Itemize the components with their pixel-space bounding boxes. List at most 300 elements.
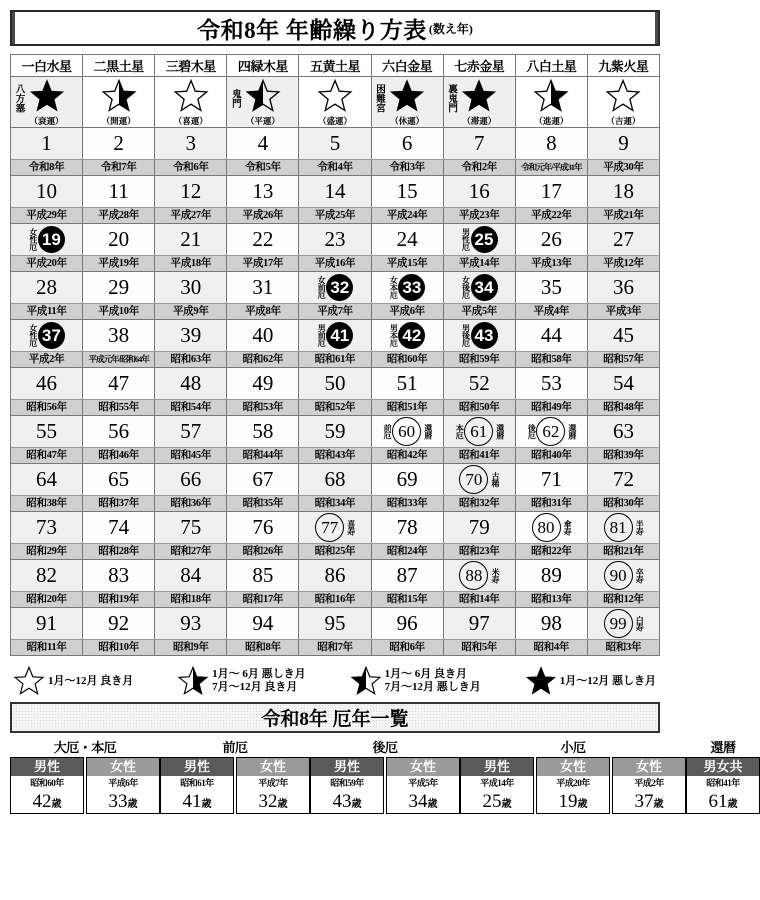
era-cell: 昭和21年 bbox=[587, 544, 659, 560]
age-cell-52[interactable] bbox=[443, 368, 515, 400]
age-cell-24[interactable] bbox=[371, 224, 443, 256]
age-cell-66[interactable] bbox=[155, 464, 227, 496]
era-cell: 平成20年 bbox=[11, 256, 83, 272]
star-symbol-1 bbox=[11, 77, 83, 128]
yakudoshi-age-label: 34歳 bbox=[408, 791, 438, 812]
era-cell: 昭和20年 bbox=[11, 592, 83, 608]
age-cell-8[interactable] bbox=[515, 128, 587, 160]
era-cell: 平成14年 bbox=[443, 256, 515, 272]
age-cell-91[interactable] bbox=[11, 608, 83, 640]
age-cell-29[interactable] bbox=[83, 272, 155, 304]
era-cell: 昭和46年 bbox=[83, 448, 155, 464]
era-cell: 平成3年 bbox=[587, 304, 659, 320]
yakudoshi-card-row-5 bbox=[686, 757, 760, 814]
era-cell: 平成30年 bbox=[587, 160, 659, 176]
age-left-label-60: 前厄 bbox=[383, 424, 393, 439]
age-cell-22[interactable] bbox=[227, 224, 299, 256]
era-cell: 昭和25年 bbox=[299, 544, 371, 560]
age-cell-63[interactable] bbox=[587, 416, 659, 448]
era-cell: 平成2年 bbox=[11, 352, 83, 368]
era-cell: 平成6年 bbox=[371, 304, 443, 320]
yakudoshi-card-row-1 bbox=[10, 757, 160, 814]
era-cell: 平成17年 bbox=[227, 256, 299, 272]
age-badge-61: 61 bbox=[464, 417, 493, 446]
age-number-83: 83 bbox=[108, 563, 130, 587]
era-cell: 昭和42年 bbox=[371, 448, 443, 464]
era-cell: 平成8年 bbox=[227, 304, 299, 320]
star-full-icon bbox=[30, 79, 64, 113]
page-title-subscript: (数え年) bbox=[428, 21, 473, 36]
age-number-66: 66 bbox=[180, 467, 202, 491]
age-cell-31[interactable] bbox=[227, 272, 299, 304]
age-right-label-81: 半寿 bbox=[635, 520, 645, 535]
age-number-50: 50 bbox=[324, 371, 346, 395]
era-cell: 昭和39年 bbox=[587, 448, 659, 464]
star-glyph-wrap-8 bbox=[516, 79, 587, 113]
era-cell: 昭和22年 bbox=[515, 544, 587, 560]
yakudoshi-group-2 bbox=[160, 737, 310, 814]
legend-item-2 bbox=[178, 666, 306, 696]
yakudoshi-card-2-1[interactable] bbox=[160, 757, 234, 814]
age-cell-82[interactable] bbox=[11, 560, 83, 592]
age-number-13: 13 bbox=[252, 179, 274, 203]
age-cell-48[interactable] bbox=[155, 368, 227, 400]
age-cell-42[interactable] bbox=[371, 320, 443, 352]
age-cell-13[interactable] bbox=[227, 176, 299, 208]
age-cell-50[interactable] bbox=[299, 368, 371, 400]
age-badge-80: 80 bbox=[532, 513, 561, 542]
age-cell-37[interactable] bbox=[11, 320, 83, 352]
age-cell-30[interactable] bbox=[155, 272, 227, 304]
age-cell-16[interactable] bbox=[443, 176, 515, 208]
age-cell-46[interactable] bbox=[11, 368, 83, 400]
age-number-18: 18 bbox=[612, 179, 634, 203]
era-cell: 平成25年 bbox=[299, 208, 371, 224]
age-number-14: 14 bbox=[324, 179, 346, 203]
star-luck-label-3: （喜運） bbox=[173, 116, 208, 126]
age-cell-7[interactable] bbox=[443, 128, 515, 160]
age-right-label-62: 還暦 bbox=[567, 424, 577, 439]
age-cell-57[interactable] bbox=[155, 416, 227, 448]
era-cell: 昭和11年 bbox=[11, 640, 83, 656]
age-cell-47[interactable] bbox=[83, 368, 155, 400]
age-cell-62[interactable] bbox=[515, 416, 587, 448]
age-cell-38[interactable] bbox=[83, 320, 155, 352]
age-number-54: 54 bbox=[612, 371, 634, 395]
age-number-6: 6 bbox=[401, 131, 413, 155]
age-right-label-99: 白寿 bbox=[635, 616, 645, 631]
age-row bbox=[11, 224, 660, 256]
age-cell-93[interactable] bbox=[155, 608, 227, 640]
age-number-95: 95 bbox=[324, 611, 346, 635]
age-cell-1[interactable] bbox=[11, 128, 83, 160]
era-row bbox=[11, 400, 660, 416]
age-cell-44[interactable] bbox=[515, 320, 587, 352]
age-cell-55[interactable] bbox=[11, 416, 83, 448]
age-number-47: 47 bbox=[108, 371, 130, 395]
era-cell: 平成12年 bbox=[587, 256, 659, 272]
star-glyph-wrap-5 bbox=[299, 79, 370, 113]
age-cell-58[interactable] bbox=[227, 416, 299, 448]
age-cell-19[interactable] bbox=[11, 224, 83, 256]
age-number-65: 65 bbox=[108, 467, 130, 491]
age-cell-98[interactable] bbox=[515, 608, 587, 640]
star-open-icon bbox=[14, 666, 44, 696]
age-cell-95[interactable] bbox=[299, 608, 371, 640]
yakudoshi-era-label: 昭和41年 bbox=[706, 778, 740, 788]
age-badge-43: 43 bbox=[471, 322, 498, 349]
age-number-51: 51 bbox=[396, 371, 418, 395]
age-cell-36[interactable] bbox=[587, 272, 659, 304]
age-number-98: 98 bbox=[540, 611, 562, 635]
age-cell-96[interactable] bbox=[371, 608, 443, 640]
yakudoshi-group-4 bbox=[460, 737, 686, 814]
yakudoshi-era-label: 昭和59年 bbox=[330, 778, 364, 788]
star-name-header-row bbox=[11, 55, 660, 77]
age-cell-23[interactable] bbox=[299, 224, 371, 256]
age-cell-68[interactable] bbox=[299, 464, 371, 496]
era-row bbox=[11, 208, 660, 224]
age-number-40: 40 bbox=[252, 323, 274, 347]
age-number-46: 46 bbox=[36, 371, 58, 395]
yakudoshi-age-label: 32歳 bbox=[258, 791, 288, 812]
era-row bbox=[11, 160, 660, 176]
age-cell-34[interactable] bbox=[443, 272, 515, 304]
age-cell-26[interactable] bbox=[515, 224, 587, 256]
age-number-10: 10 bbox=[36, 179, 58, 203]
age-number-86: 86 bbox=[324, 563, 346, 587]
era-cell: 昭和31年 bbox=[515, 496, 587, 512]
age-cell-78[interactable] bbox=[371, 512, 443, 544]
star-side-label-6: 困難宮 bbox=[374, 83, 385, 113]
era-cell: 昭和13年 bbox=[515, 592, 587, 608]
star-full-icon bbox=[462, 79, 496, 113]
age-cell-72[interactable] bbox=[587, 464, 659, 496]
era-row bbox=[11, 256, 660, 272]
age-cell-11[interactable] bbox=[83, 176, 155, 208]
yakudoshi-card-2-2[interactable] bbox=[236, 757, 310, 814]
age-cell-6[interactable] bbox=[371, 128, 443, 160]
age-cell-45[interactable] bbox=[587, 320, 659, 352]
age-number-82: 82 bbox=[36, 563, 58, 587]
star-glyph-wrap-2 bbox=[83, 79, 154, 113]
age-cell-35[interactable] bbox=[515, 272, 587, 304]
yakudoshi-card-row-4 bbox=[460, 757, 686, 814]
age-cell-76[interactable] bbox=[227, 512, 299, 544]
star-right-icon bbox=[102, 79, 136, 113]
age-number-24: 24 bbox=[396, 227, 418, 251]
era-cell: 令和元年/平成31年 bbox=[515, 160, 587, 176]
legend-text-4: 1月～12月 悪しき月 bbox=[559, 674, 656, 687]
era-cell: 昭和49年 bbox=[515, 400, 587, 416]
era-cell: 平成23年 bbox=[443, 208, 515, 224]
age-badge-42: 42 bbox=[398, 322, 425, 349]
age-badge-19: 19 bbox=[38, 226, 65, 253]
yakudoshi-sex-label: 男性 bbox=[461, 758, 533, 776]
age-cell-32[interactable] bbox=[299, 272, 371, 304]
age-badge-99: 99 bbox=[604, 609, 633, 638]
era-cell: 令和6年 bbox=[155, 160, 227, 176]
star-name-1: 一白水星 bbox=[11, 55, 83, 77]
age-cell-5[interactable] bbox=[299, 128, 371, 160]
age-number-73: 73 bbox=[36, 515, 58, 539]
yakudoshi-age-label: 42歳 bbox=[32, 791, 62, 812]
yakudoshi-age-label: 19歳 bbox=[558, 791, 588, 812]
age-number-21: 21 bbox=[180, 227, 202, 251]
era-cell: 昭和48年 bbox=[587, 400, 659, 416]
era-cell: 令和2年 bbox=[443, 160, 515, 176]
age-number-72: 72 bbox=[612, 467, 634, 491]
age-cell-9[interactable] bbox=[587, 128, 659, 160]
age-badge-70: 70 bbox=[459, 465, 488, 494]
age-number-49: 49 bbox=[252, 371, 274, 395]
age-cell-65[interactable] bbox=[83, 464, 155, 496]
era-cell: 昭和5年 bbox=[443, 640, 515, 656]
age-cell-56[interactable] bbox=[83, 416, 155, 448]
age-number-44: 44 bbox=[540, 323, 562, 347]
age-cell-75[interactable] bbox=[155, 512, 227, 544]
era-cell: 平成元年/昭和64年 bbox=[83, 352, 155, 368]
age-number-36: 36 bbox=[612, 275, 634, 299]
era-cell: 昭和33年 bbox=[371, 496, 443, 512]
age-number-5: 5 bbox=[329, 131, 341, 155]
star-glyph-wrap-1 bbox=[11, 79, 82, 113]
age-cell-87[interactable] bbox=[371, 560, 443, 592]
yakudoshi-age-label: 25歳 bbox=[482, 791, 512, 812]
age-cell-21[interactable] bbox=[155, 224, 227, 256]
age-cell-39[interactable] bbox=[155, 320, 227, 352]
age-cell-67[interactable] bbox=[227, 464, 299, 496]
age-cell-25[interactable] bbox=[443, 224, 515, 256]
era-cell: 昭和55年 bbox=[83, 400, 155, 416]
age-cell-40[interactable] bbox=[227, 320, 299, 352]
age-cell-41[interactable] bbox=[299, 320, 371, 352]
age-number-20: 20 bbox=[108, 227, 130, 251]
age-number-57: 57 bbox=[180, 419, 202, 443]
age-cell-27[interactable] bbox=[587, 224, 659, 256]
star-open-icon bbox=[318, 79, 352, 113]
age-cell-94[interactable] bbox=[227, 608, 299, 640]
star-full-icon bbox=[526, 666, 556, 696]
age-cell-33[interactable] bbox=[371, 272, 443, 304]
star-name-7: 七赤金星 bbox=[443, 55, 515, 77]
age-number-75: 75 bbox=[180, 515, 202, 539]
age-cell-81[interactable] bbox=[587, 512, 659, 544]
yakudoshi-group-title-2: 前厄 bbox=[222, 740, 248, 755]
age-cell-64[interactable] bbox=[11, 464, 83, 496]
age-cell-99[interactable] bbox=[587, 608, 659, 640]
age-cell-59[interactable] bbox=[299, 416, 371, 448]
age-left-label-43: 男後厄 bbox=[461, 324, 471, 347]
era-cell: 昭和3年 bbox=[587, 640, 659, 656]
era-cell: 昭和53年 bbox=[227, 400, 299, 416]
age-cell-83[interactable] bbox=[83, 560, 155, 592]
age-number-38: 38 bbox=[108, 323, 130, 347]
yakudoshi-era-label: 平成2年 bbox=[634, 778, 664, 788]
yakudoshi-card-1-2[interactable] bbox=[86, 757, 160, 814]
era-cell: 昭和26年 bbox=[227, 544, 299, 560]
age-number-26: 26 bbox=[540, 227, 562, 251]
star-name-4: 四緑木星 bbox=[227, 55, 299, 77]
age-cell-90[interactable] bbox=[587, 560, 659, 592]
age-row bbox=[11, 368, 660, 400]
era-cell: 平成7年 bbox=[299, 304, 371, 320]
star-open-icon bbox=[606, 79, 640, 113]
age-cell-14[interactable] bbox=[299, 176, 371, 208]
age-left-label-61: 本厄 bbox=[455, 424, 465, 439]
yakudoshi-title: 令和8年 厄年一覧 bbox=[261, 709, 409, 730]
era-cell: 昭和14年 bbox=[443, 592, 515, 608]
era-cell: 昭和6年 bbox=[371, 640, 443, 656]
age-cell-79[interactable] bbox=[443, 512, 515, 544]
age-number-22: 22 bbox=[252, 227, 274, 251]
age-badge-41: 41 bbox=[326, 322, 353, 349]
age-cell-12[interactable] bbox=[155, 176, 227, 208]
age-cell-43[interactable] bbox=[443, 320, 515, 352]
era-cell: 昭和47年 bbox=[11, 448, 83, 464]
era-cell: 昭和59年 bbox=[443, 352, 515, 368]
age-cell-97[interactable] bbox=[443, 608, 515, 640]
era-cell: 平成27年 bbox=[155, 208, 227, 224]
age-cell-70[interactable] bbox=[443, 464, 515, 496]
age-cell-73[interactable] bbox=[11, 512, 83, 544]
star-name-9: 九紫火星 bbox=[587, 55, 659, 77]
age-cell-61[interactable] bbox=[443, 416, 515, 448]
yakudoshi-group-title-5: 還暦 bbox=[710, 740, 736, 755]
age-number-15: 15 bbox=[396, 179, 418, 203]
era-cell: 昭和9年 bbox=[155, 640, 227, 656]
era-cell: 昭和17年 bbox=[227, 592, 299, 608]
era-cell: 平成4年 bbox=[515, 304, 587, 320]
yakudoshi-group-5 bbox=[686, 737, 760, 814]
era-cell: 平成19年 bbox=[83, 256, 155, 272]
yakudoshi-groups bbox=[10, 737, 743, 814]
star-left-icon bbox=[351, 666, 381, 696]
age-cell-51[interactable] bbox=[371, 368, 443, 400]
age-cell-2[interactable] bbox=[83, 128, 155, 160]
yakudoshi-card-4-2[interactable] bbox=[536, 757, 610, 814]
age-cell-10[interactable] bbox=[11, 176, 83, 208]
age-cell-54[interactable] bbox=[587, 368, 659, 400]
age-badge-62: 62 bbox=[536, 417, 565, 446]
yakudoshi-era-label: 平成20年 bbox=[556, 778, 590, 788]
age-cell-92[interactable] bbox=[83, 608, 155, 640]
era-cell: 昭和36年 bbox=[155, 496, 227, 512]
age-number-3: 3 bbox=[185, 131, 197, 155]
era-cell: 平成18年 bbox=[155, 256, 227, 272]
age-cell-84[interactable] bbox=[155, 560, 227, 592]
era-cell: 昭和8年 bbox=[227, 640, 299, 656]
era-cell: 令和4年 bbox=[299, 160, 371, 176]
age-cell-69[interactable] bbox=[371, 464, 443, 496]
era-cell: 昭和16年 bbox=[299, 592, 371, 608]
star-symbol-5 bbox=[299, 77, 371, 128]
legend-item-3 bbox=[351, 666, 481, 696]
age-cell-89[interactable] bbox=[515, 560, 587, 592]
era-cell: 昭和35年 bbox=[227, 496, 299, 512]
age-row bbox=[11, 176, 660, 208]
yakudoshi-sex-label: 女性 bbox=[537, 758, 609, 776]
age-number-79: 79 bbox=[468, 515, 490, 539]
age-right-label-60: 還暦 bbox=[423, 424, 433, 439]
yakudoshi-era-label: 平成14年 bbox=[480, 778, 514, 788]
age-cell-3[interactable] bbox=[155, 128, 227, 160]
age-cell-60[interactable] bbox=[371, 416, 443, 448]
star-full-icon bbox=[390, 79, 424, 113]
star-open-icon bbox=[174, 79, 208, 113]
yakudoshi-card-3-1[interactable] bbox=[310, 757, 384, 814]
age-cell-17[interactable] bbox=[515, 176, 587, 208]
age-right-label-61: 還暦 bbox=[495, 424, 505, 439]
age-badge-37: 37 bbox=[38, 322, 65, 349]
age-number-2: 2 bbox=[113, 131, 124, 155]
age-cell-80[interactable] bbox=[515, 512, 587, 544]
era-cell: 昭和29年 bbox=[11, 544, 83, 560]
star-symbol-3 bbox=[155, 77, 227, 128]
age-number-31: 31 bbox=[252, 275, 274, 299]
era-cell: 平成10年 bbox=[83, 304, 155, 320]
era-cell: 昭和34年 bbox=[299, 496, 371, 512]
age-number-55: 55 bbox=[36, 419, 58, 443]
page-title-inner bbox=[15, 12, 655, 44]
yakudoshi-card-1-1[interactable] bbox=[10, 757, 84, 814]
age-number-91: 91 bbox=[36, 611, 58, 635]
era-cell: 昭和50年 bbox=[443, 400, 515, 416]
yakudoshi-card-4-3[interactable] bbox=[612, 757, 686, 814]
age-cell-18[interactable] bbox=[587, 176, 659, 208]
era-cell: 平成24年 bbox=[371, 208, 443, 224]
era-row bbox=[11, 448, 660, 464]
star-luck-label-4: （平運） bbox=[245, 116, 280, 126]
era-cell: 昭和27年 bbox=[155, 544, 227, 560]
era-cell: 平成13年 bbox=[515, 256, 587, 272]
era-cell: 昭和28年 bbox=[83, 544, 155, 560]
star-side-label-1: 八方塞 bbox=[13, 83, 24, 113]
yakudoshi-age-label: 33歳 bbox=[108, 791, 138, 812]
era-cell: 昭和63年 bbox=[155, 352, 227, 368]
age-cell-88[interactable] bbox=[443, 560, 515, 592]
age-cell-20[interactable] bbox=[83, 224, 155, 256]
age-cell-4[interactable] bbox=[227, 128, 299, 160]
age-number-58: 58 bbox=[252, 419, 274, 443]
era-cell: 平成11年 bbox=[11, 304, 83, 320]
star-symbol-8 bbox=[515, 77, 587, 128]
star-legend bbox=[10, 666, 660, 696]
age-number-27: 27 bbox=[612, 227, 634, 251]
age-left-label-33: 女本厄 bbox=[389, 276, 399, 299]
age-row bbox=[11, 128, 660, 160]
age-badge-34: 34 bbox=[471, 274, 498, 301]
age-cell-71[interactable] bbox=[515, 464, 587, 496]
age-cell-49[interactable] bbox=[227, 368, 299, 400]
age-cell-86[interactable] bbox=[299, 560, 371, 592]
age-cell-74[interactable] bbox=[83, 512, 155, 544]
age-cell-53[interactable] bbox=[515, 368, 587, 400]
yakudoshi-card-3-2[interactable] bbox=[386, 757, 460, 814]
age-grid bbox=[10, 54, 660, 656]
age-number-45: 45 bbox=[612, 323, 634, 347]
star-symbol-2 bbox=[83, 77, 155, 128]
yakudoshi-card-5-1[interactable] bbox=[686, 757, 760, 814]
age-cell-15[interactable] bbox=[371, 176, 443, 208]
age-cell-28[interactable] bbox=[11, 272, 83, 304]
age-number-87: 87 bbox=[396, 563, 418, 587]
age-cell-85[interactable] bbox=[227, 560, 299, 592]
era-cell: 昭和37年 bbox=[83, 496, 155, 512]
yakudoshi-group-title-3: 後厄 bbox=[372, 740, 398, 755]
age-cell-77[interactable] bbox=[299, 512, 371, 544]
yakudoshi-card-4-1[interactable] bbox=[460, 757, 534, 814]
